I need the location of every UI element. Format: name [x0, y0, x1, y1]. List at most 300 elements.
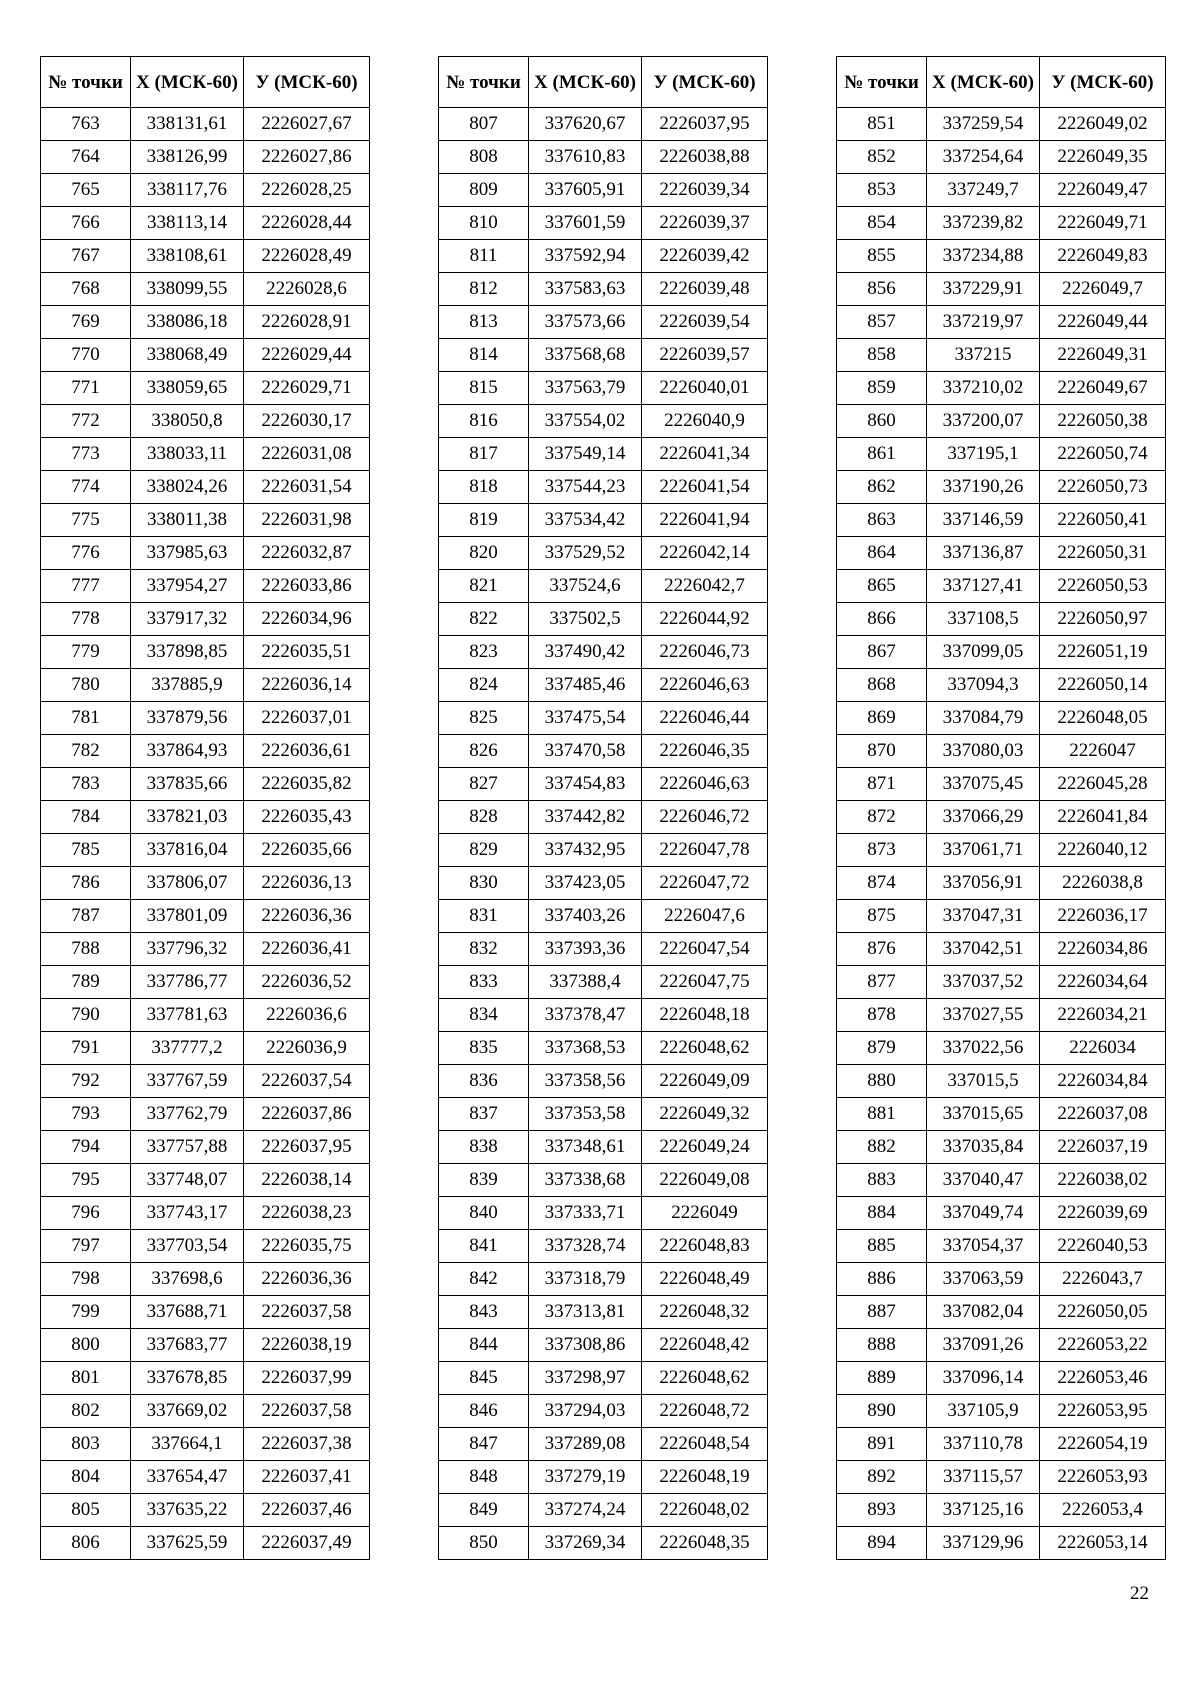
cell-x: 337917,32: [131, 603, 244, 636]
cell-y: 2226041,54: [642, 471, 768, 504]
cell-point-no: 764: [41, 141, 131, 174]
cell-y: 2226028,44: [244, 207, 370, 240]
cell-point-no: 845: [439, 1362, 529, 1395]
cell-point-no: 857: [837, 306, 927, 339]
cell-point-no: 804: [41, 1461, 131, 1494]
cell-y: 2226028,6: [244, 273, 370, 306]
cell-x: 337254,64: [927, 141, 1040, 174]
table-row: [41, 1230, 370, 1263]
cell-y: 2226050,38: [1040, 405, 1166, 438]
cell-point-no: 782: [41, 735, 131, 768]
cell-x: 337678,85: [131, 1362, 244, 1395]
cell-y: 2226036,52: [244, 966, 370, 999]
cell-x: 337269,34: [529, 1527, 642, 1560]
cell-y: 2226039,57: [642, 339, 768, 372]
table-row: [41, 240, 370, 273]
cell-point-no: 800: [41, 1329, 131, 1362]
cell-x: 337125,16: [927, 1494, 1040, 1527]
table-row: [837, 1263, 1166, 1296]
cell-point-no: 805: [41, 1494, 131, 1527]
cell-x: 337200,07: [927, 405, 1040, 438]
cell-point-no: 858: [837, 339, 927, 372]
table-row: [837, 900, 1166, 933]
table-row: [41, 273, 370, 306]
table-row: [439, 1527, 768, 1560]
cell-y: 2226036,41: [244, 933, 370, 966]
cell-x: 337898,85: [131, 636, 244, 669]
cell-x: 337056,91: [927, 867, 1040, 900]
cell-point-no: 869: [837, 702, 927, 735]
cell-x: 337378,47: [529, 999, 642, 1032]
cell-y: 2226047,78: [642, 834, 768, 867]
cell-y: 2226048,35: [642, 1527, 768, 1560]
cell-x: 337781,63: [131, 999, 244, 1032]
cell-y: 2226049: [642, 1197, 768, 1230]
cell-y: 2226046,63: [642, 768, 768, 801]
cell-y: 2226046,44: [642, 702, 768, 735]
cell-point-no: 790: [41, 999, 131, 1032]
cell-point-no: 819: [439, 504, 529, 537]
cell-y: 2226036,36: [244, 1263, 370, 1296]
cell-y: 2226053,93: [1040, 1461, 1166, 1494]
cell-x: 338108,61: [131, 240, 244, 273]
cell-x: 337583,63: [529, 273, 642, 306]
table-row: [837, 933, 1166, 966]
cell-point-no: 811: [439, 240, 529, 273]
cell-y: 2226047,75: [642, 966, 768, 999]
table-row: [837, 1296, 1166, 1329]
cell-x: 338011,38: [131, 504, 244, 537]
cell-x: 337289,08: [529, 1428, 642, 1461]
cell-y: 2226048,72: [642, 1395, 768, 1428]
cell-x: 337592,94: [529, 240, 642, 273]
cell-point-no: 867: [837, 636, 927, 669]
table-row: [439, 405, 768, 438]
table-header-row: [41, 57, 370, 108]
cell-y: 2226050,31: [1040, 537, 1166, 570]
table-row: [837, 1461, 1166, 1494]
cell-x: 337698,6: [131, 1263, 244, 1296]
cell-y: 2226034,84: [1040, 1065, 1166, 1098]
cell-point-no: 883: [837, 1164, 927, 1197]
cell-y: 2226047: [1040, 735, 1166, 768]
cell-x: 337757,88: [131, 1131, 244, 1164]
cell-point-no: 860: [837, 405, 927, 438]
table-row: [41, 1362, 370, 1395]
cell-x: 337027,55: [927, 999, 1040, 1032]
cell-x: 337338,68: [529, 1164, 642, 1197]
table-row: [439, 1296, 768, 1329]
table-row: [837, 1362, 1166, 1395]
table-row: [837, 669, 1166, 702]
table-row: [439, 537, 768, 570]
table-row: [41, 603, 370, 636]
table-row: [41, 207, 370, 240]
cell-point-no: 815: [439, 372, 529, 405]
cell-point-no: 877: [837, 966, 927, 999]
cell-y: 2226049,35: [1040, 141, 1166, 174]
cell-x: 337096,14: [927, 1362, 1040, 1395]
cell-point-no: 841: [439, 1230, 529, 1263]
cell-point-no: 798: [41, 1263, 131, 1296]
cell-x: 337573,66: [529, 306, 642, 339]
table-row: [837, 372, 1166, 405]
table-row: [439, 1461, 768, 1494]
cell-x: 338131,61: [131, 108, 244, 141]
cell-point-no: 833: [439, 966, 529, 999]
cell-point-no: 795: [41, 1164, 131, 1197]
cell-y: 2226036,6: [244, 999, 370, 1032]
table-row: [439, 504, 768, 537]
cell-x: 337786,77: [131, 966, 244, 999]
table-row: [41, 669, 370, 702]
cell-x: 337318,79: [529, 1263, 642, 1296]
cell-y: 2226053,22: [1040, 1329, 1166, 1362]
cell-x: 338050,8: [131, 405, 244, 438]
cell-point-no: 793: [41, 1098, 131, 1131]
cell-point-no: 876: [837, 933, 927, 966]
cell-point-no: 835: [439, 1032, 529, 1065]
cell-point-no: 809: [439, 174, 529, 207]
cell-x: 337470,58: [529, 735, 642, 768]
cell-y: 2226037,86: [244, 1098, 370, 1131]
cell-point-no: 843: [439, 1296, 529, 1329]
cell-x: 337403,26: [529, 900, 642, 933]
cell-x: 337610,83: [529, 141, 642, 174]
table-row: [41, 306, 370, 339]
cell-y: 2226034,21: [1040, 999, 1166, 1032]
cell-y: 2226040,12: [1040, 834, 1166, 867]
cell-y: 2226041,84: [1040, 801, 1166, 834]
cell-point-no: 799: [41, 1296, 131, 1329]
cell-y: 2226037,49: [244, 1527, 370, 1560]
cell-y: 2226034,96: [244, 603, 370, 636]
cell-point-no: 885: [837, 1230, 927, 1263]
cell-point-no: 842: [439, 1263, 529, 1296]
cell-point-no: 879: [837, 1032, 927, 1065]
cell-y: 2226050,97: [1040, 603, 1166, 636]
cell-y: 2226048,32: [642, 1296, 768, 1329]
cell-point-no: 837: [439, 1098, 529, 1131]
cell-point-no: 820: [439, 537, 529, 570]
cell-x: 337864,93: [131, 735, 244, 768]
cell-x: 337127,41: [927, 570, 1040, 603]
cell-point-no: 789: [41, 966, 131, 999]
cell-point-no: 770: [41, 339, 131, 372]
table-row: [837, 504, 1166, 537]
cell-x: 337040,47: [927, 1164, 1040, 1197]
cell-x: 337743,17: [131, 1197, 244, 1230]
table-row: [837, 1098, 1166, 1131]
cell-y: 2226037,46: [244, 1494, 370, 1527]
table-row: [837, 768, 1166, 801]
cell-point-no: 878: [837, 999, 927, 1032]
table-row: [439, 834, 768, 867]
cell-point-no: 803: [41, 1428, 131, 1461]
cell-x: 337762,79: [131, 1098, 244, 1131]
cell-y: 2226054,19: [1040, 1428, 1166, 1461]
table-row: [439, 207, 768, 240]
cell-y: 2226041,34: [642, 438, 768, 471]
cell-y: 2226037,58: [244, 1296, 370, 1329]
cell-x: 337777,2: [131, 1032, 244, 1065]
cell-point-no: 817: [439, 438, 529, 471]
cell-point-no: 884: [837, 1197, 927, 1230]
table-row: [439, 999, 768, 1032]
table-row: [837, 603, 1166, 636]
cell-x: 337108,5: [927, 603, 1040, 636]
table-row: [41, 504, 370, 537]
cell-y: 2226038,23: [244, 1197, 370, 1230]
cell-point-no: 828: [439, 801, 529, 834]
cell-y: 2226049,7: [1040, 273, 1166, 306]
table-row: [41, 537, 370, 570]
cell-x: 337654,47: [131, 1461, 244, 1494]
table-row: [41, 900, 370, 933]
table-row: [41, 108, 370, 141]
cell-point-no: 862: [837, 471, 927, 504]
cell-y: 2226049,71: [1040, 207, 1166, 240]
cell-x: 337219,97: [927, 306, 1040, 339]
cell-x: 337388,4: [529, 966, 642, 999]
cell-point-no: 873: [837, 834, 927, 867]
table-row: [41, 1197, 370, 1230]
cell-point-no: 779: [41, 636, 131, 669]
cell-y: 2226053,95: [1040, 1395, 1166, 1428]
cell-x: 337015,65: [927, 1098, 1040, 1131]
cell-y: 2226039,69: [1040, 1197, 1166, 1230]
table-row: [41, 1065, 370, 1098]
table-row: [837, 108, 1166, 141]
header-x: X (МСК-60): [529, 57, 642, 108]
cell-y: 2226041,94: [642, 504, 768, 537]
cell-point-no: 765: [41, 174, 131, 207]
table-row: [837, 867, 1166, 900]
table-row: [439, 867, 768, 900]
table-row: [439, 1032, 768, 1065]
table-row: [41, 1461, 370, 1494]
cell-x: 337274,24: [529, 1494, 642, 1527]
cell-y: 2226028,49: [244, 240, 370, 273]
cell-y: 2226049,31: [1040, 339, 1166, 372]
table-row: [41, 1329, 370, 1362]
cell-point-no: 812: [439, 273, 529, 306]
cell-x: 338086,18: [131, 306, 244, 339]
cell-x: 337075,45: [927, 768, 1040, 801]
cell-x: 337190,26: [927, 471, 1040, 504]
table-row: [439, 1131, 768, 1164]
cell-point-no: 792: [41, 1065, 131, 1098]
cell-y: 2226037,38: [244, 1428, 370, 1461]
table-row: [837, 174, 1166, 207]
cell-y: 2226027,86: [244, 141, 370, 174]
cell-x: 337066,29: [927, 801, 1040, 834]
table-row: [439, 1494, 768, 1527]
cell-point-no: 870: [837, 735, 927, 768]
cell-x: 338099,55: [131, 273, 244, 306]
cell-x: 337432,95: [529, 834, 642, 867]
cell-y: 2226050,05: [1040, 1296, 1166, 1329]
table-row: [439, 1164, 768, 1197]
cell-point-no: 772: [41, 405, 131, 438]
table-row: [837, 1197, 1166, 1230]
table-row: [837, 966, 1166, 999]
cell-point-no: 808: [439, 141, 529, 174]
cell-y: 2226038,14: [244, 1164, 370, 1197]
cell-point-no: 774: [41, 471, 131, 504]
coordinate-table-1: [40, 56, 370, 1560]
table-row: [837, 1065, 1166, 1098]
cell-x: 337110,78: [927, 1428, 1040, 1461]
table-row: [837, 471, 1166, 504]
cell-y: 2226049,09: [642, 1065, 768, 1098]
table-row: [439, 603, 768, 636]
table-row: [837, 1032, 1166, 1065]
cell-point-no: 813: [439, 306, 529, 339]
cell-y: 2226038,02: [1040, 1164, 1166, 1197]
table-row: [41, 636, 370, 669]
cell-y: 2226044,92: [642, 603, 768, 636]
cell-point-no: 864: [837, 537, 927, 570]
cell-x: 337683,77: [131, 1329, 244, 1362]
cell-x: 337605,91: [529, 174, 642, 207]
table-row: [41, 801, 370, 834]
cell-y: 2226048,05: [1040, 702, 1166, 735]
table-row: [41, 570, 370, 603]
table-row: [837, 438, 1166, 471]
header-y: У (МСК-60): [642, 57, 768, 108]
cell-x: 337475,54: [529, 702, 642, 735]
cell-y: 2226036,14: [244, 669, 370, 702]
cell-point-no: 872: [837, 801, 927, 834]
table-row: [41, 141, 370, 174]
cell-x: 337879,56: [131, 702, 244, 735]
cell-y: 2226029,44: [244, 339, 370, 372]
cell-x: 337229,91: [927, 273, 1040, 306]
cell-point-no: 766: [41, 207, 131, 240]
cell-point-no: 797: [41, 1230, 131, 1263]
cell-y: 2226039,54: [642, 306, 768, 339]
cell-point-no: 863: [837, 504, 927, 537]
table-row: [837, 207, 1166, 240]
table-row: [837, 306, 1166, 339]
cell-y: 2226048,62: [642, 1362, 768, 1395]
header-y: У (МСК-60): [1040, 57, 1166, 108]
cell-y: 2226047,6: [642, 900, 768, 933]
cell-x: 337625,59: [131, 1527, 244, 1560]
table-row: [439, 240, 768, 273]
cell-point-no: 880: [837, 1065, 927, 1098]
cell-y: 2226037,54: [244, 1065, 370, 1098]
table-row: [41, 438, 370, 471]
cell-point-no: 780: [41, 669, 131, 702]
cell-y: 2226048,18: [642, 999, 768, 1032]
cell-x: 337796,32: [131, 933, 244, 966]
cell-x: 337239,82: [927, 207, 1040, 240]
cell-point-no: 852: [837, 141, 927, 174]
cell-point-no: 881: [837, 1098, 927, 1131]
cell-y: 2226039,37: [642, 207, 768, 240]
cell-y: 2226048,42: [642, 1329, 768, 1362]
cell-point-no: 769: [41, 306, 131, 339]
table-row: [837, 141, 1166, 174]
cell-y: 2226046,72: [642, 801, 768, 834]
cell-x: 337015,5: [927, 1065, 1040, 1098]
cell-y: 2226048,54: [642, 1428, 768, 1461]
table-row: [837, 1329, 1166, 1362]
cell-y: 2226050,53: [1040, 570, 1166, 603]
cell-y: 2226038,19: [244, 1329, 370, 1362]
cell-point-no: 875: [837, 900, 927, 933]
cell-point-no: 801: [41, 1362, 131, 1395]
cell-point-no: 775: [41, 504, 131, 537]
cell-y: 2226031,54: [244, 471, 370, 504]
cell-point-no: 894: [837, 1527, 927, 1560]
cell-y: 2226049,67: [1040, 372, 1166, 405]
table-row: [837, 537, 1166, 570]
cell-x: 337063,59: [927, 1263, 1040, 1296]
cell-y: 2226040,01: [642, 372, 768, 405]
cell-point-no: 785: [41, 834, 131, 867]
table-header-row: [439, 57, 768, 108]
cell-x: 337279,19: [529, 1461, 642, 1494]
cell-point-no: 823: [439, 636, 529, 669]
cell-x: 338033,11: [131, 438, 244, 471]
cell-point-no: 844: [439, 1329, 529, 1362]
cell-point-no: 763: [41, 108, 131, 141]
cell-x: 337035,84: [927, 1131, 1040, 1164]
cell-x: 337549,14: [529, 438, 642, 471]
table-row: [439, 372, 768, 405]
table-row: [41, 471, 370, 504]
cell-point-no: 838: [439, 1131, 529, 1164]
cell-point-no: 768: [41, 273, 131, 306]
cell-x: 337061,71: [927, 834, 1040, 867]
cell-point-no: 834: [439, 999, 529, 1032]
table-row: [41, 372, 370, 405]
cell-point-no: 830: [439, 867, 529, 900]
cell-y: 2226047,54: [642, 933, 768, 966]
cell-x: 337529,52: [529, 537, 642, 570]
cell-x: 337047,31: [927, 900, 1040, 933]
cell-y: 2226035,51: [244, 636, 370, 669]
cell-x: 337669,02: [131, 1395, 244, 1428]
table-row: [439, 108, 768, 141]
table-row: [439, 1197, 768, 1230]
cell-point-no: 816: [439, 405, 529, 438]
table-row: [439, 1263, 768, 1296]
cell-x: 337298,97: [529, 1362, 642, 1395]
table-row: [439, 1395, 768, 1428]
cell-y: 2226043,7: [1040, 1263, 1166, 1296]
cell-y: 2226049,08: [642, 1164, 768, 1197]
table-row: [439, 273, 768, 306]
table-row: [439, 339, 768, 372]
cell-point-no: 874: [837, 867, 927, 900]
cell-x: 337985,63: [131, 537, 244, 570]
cell-x: 337308,86: [529, 1329, 642, 1362]
cell-y: 2226049,83: [1040, 240, 1166, 273]
cell-point-no: 791: [41, 1032, 131, 1065]
cell-x: 337524,6: [529, 570, 642, 603]
cell-y: 2226042,7: [642, 570, 768, 603]
cell-y: 2226050,14: [1040, 669, 1166, 702]
cell-y: 2226033,86: [244, 570, 370, 603]
cell-y: 2226040,9: [642, 405, 768, 438]
table-row: [41, 1395, 370, 1428]
cell-point-no: 891: [837, 1428, 927, 1461]
table-row: [837, 1164, 1166, 1197]
